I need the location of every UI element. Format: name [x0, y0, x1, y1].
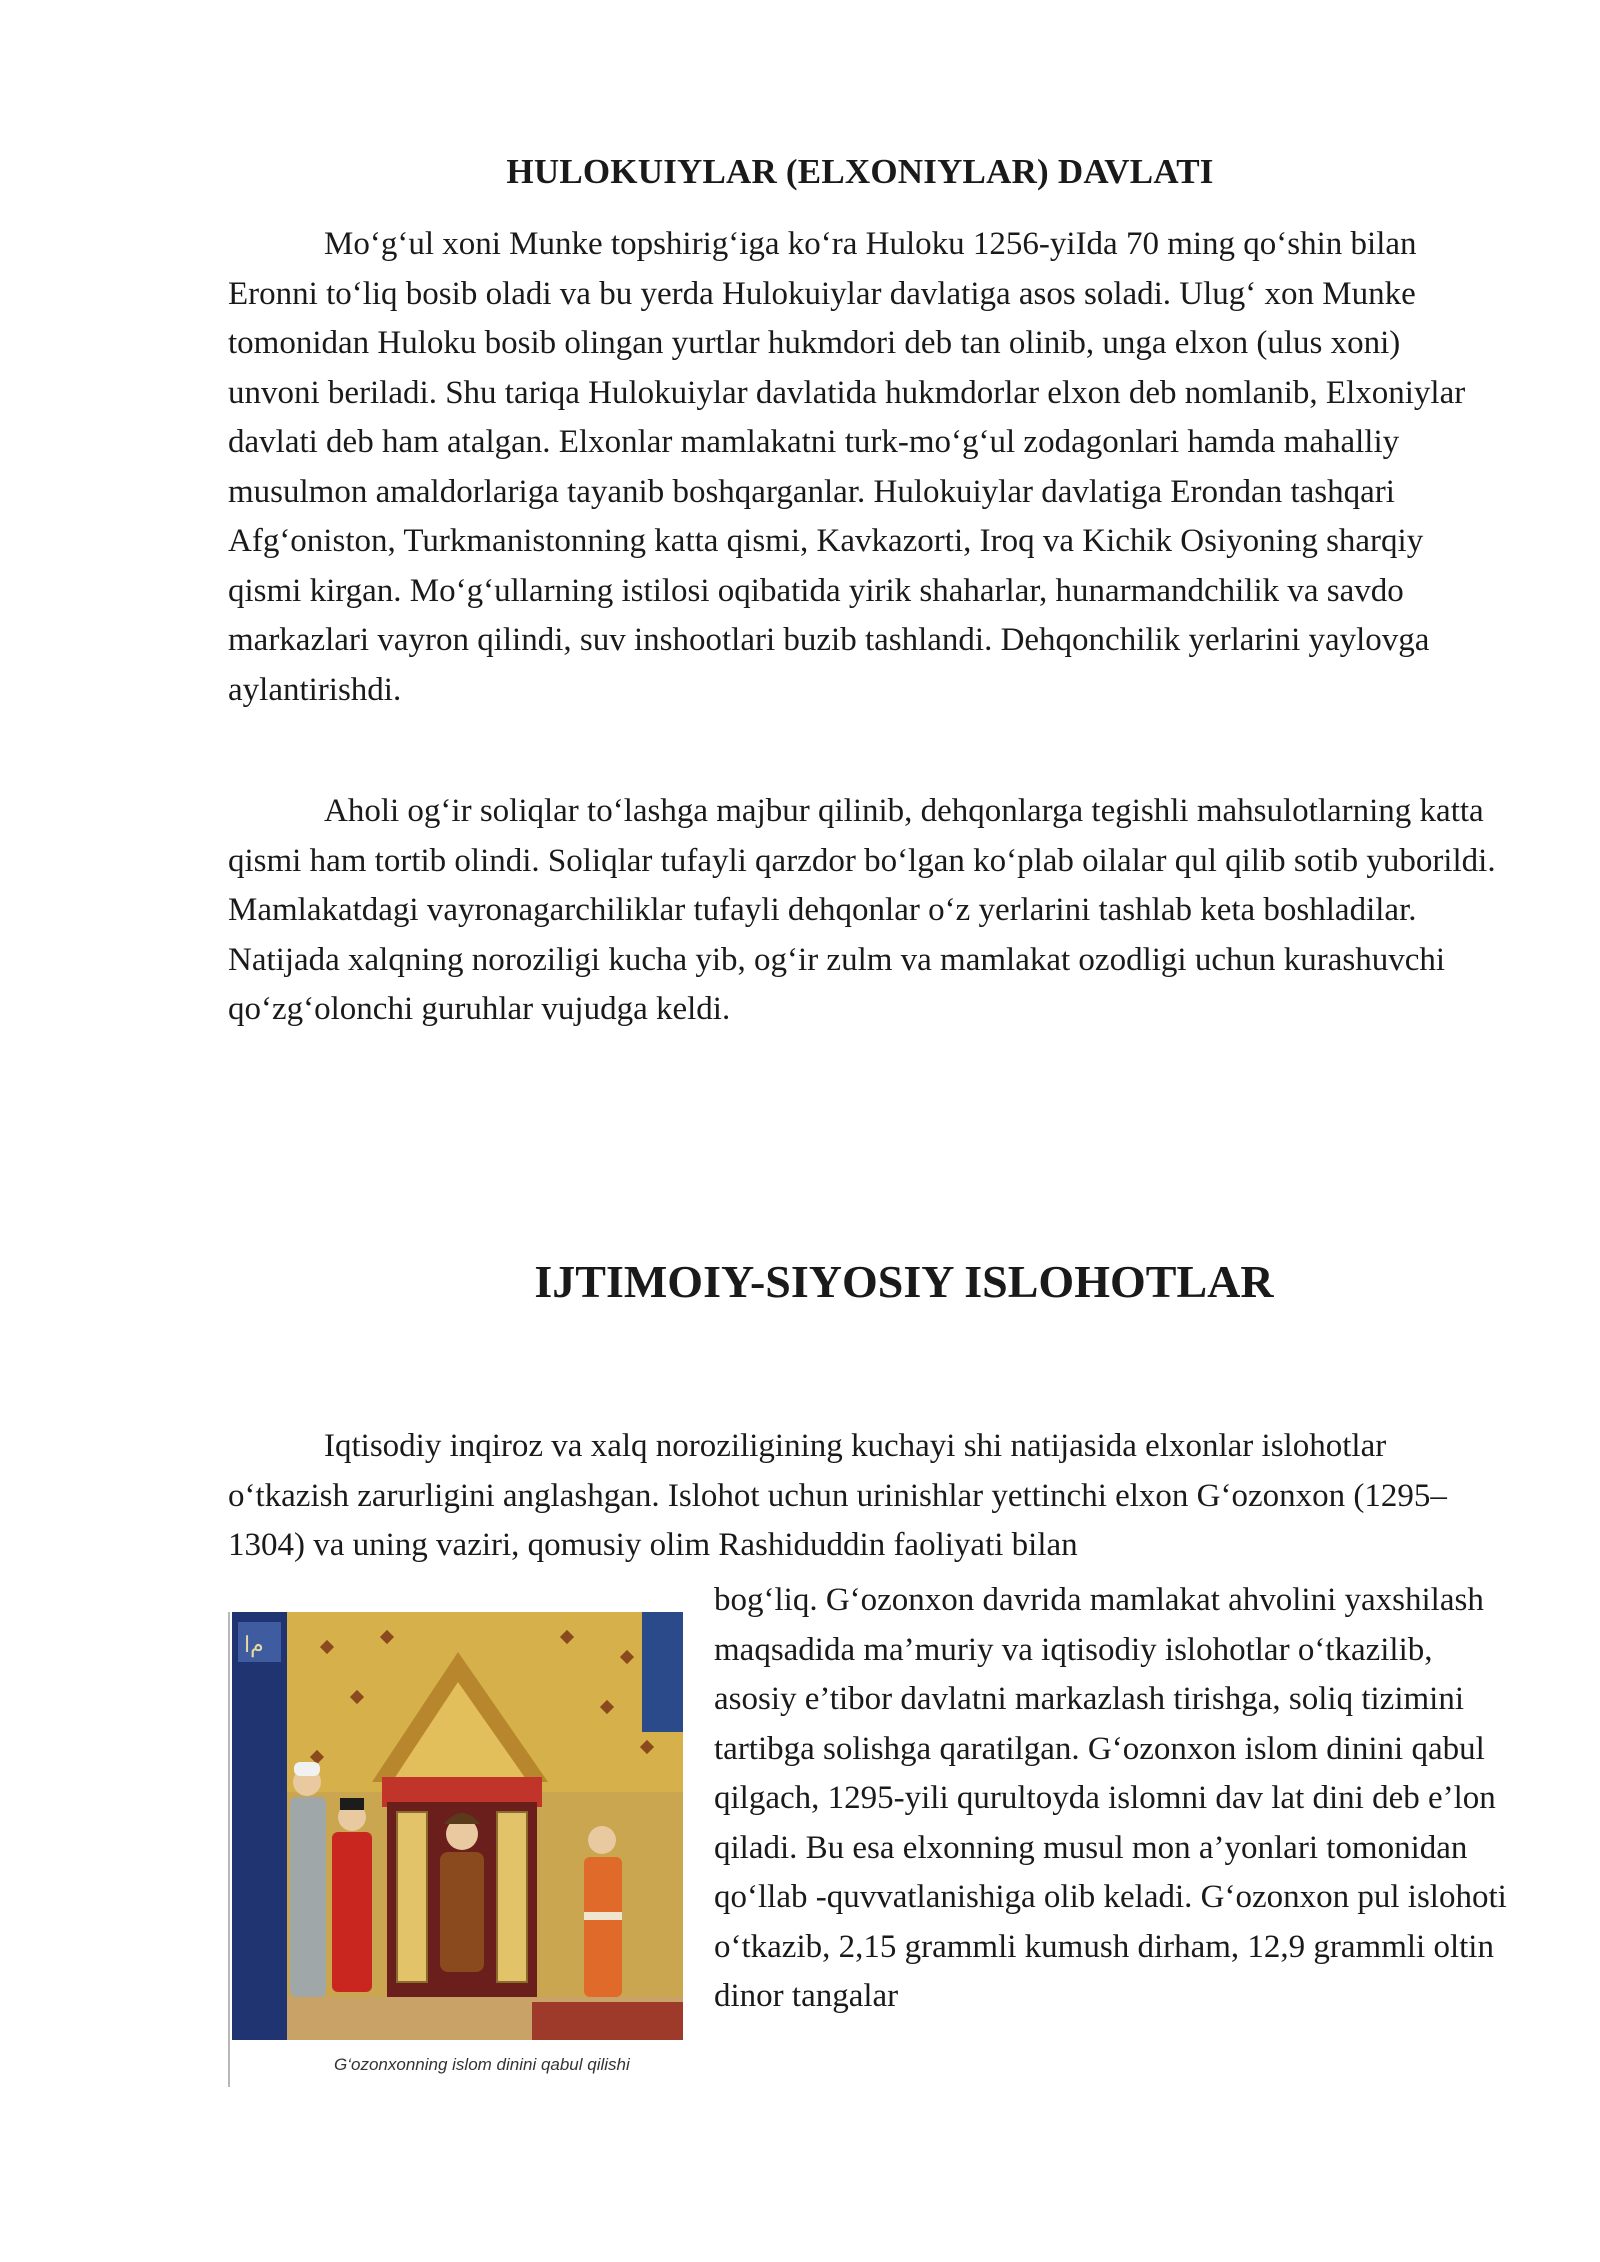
svg-text:ﻡﺍ: ﻡﺍ — [244, 1633, 264, 1658]
paragraph-3-continued: bog‘liq. G‘ozonxon davrida mamlakat ahvolini yaxshilash maqsadida ma’muriy va iqtisodiy islohotlar o‘tkazilib, asosiy e’tibor davlatni markazlash tirishga, soliq tizimini tartibga solishga qaratilgan. G‘ozonxon islom dinini qabul qilgach, 1295-yili qurultoyda islomni dav lat dini deb e’lon qiladi. Bu esa elxonning musul mon a’yonlari tomonidan qo‘llab -quvvatlanishiga olib keladi. G‘ozonxon pul islohoti o‘tkazib, 2,15 grammli kumush dirham, 12,9 grammli oltin dinor tangalar — [714, 1582, 1507, 2014]
paragraph-2: Aholi og‘ir soliqlar to‘lashga majbur qilinib, dehqonlarga tegishli mahsulotlarning katta qismi ham tortib olindi. Soliqlar tufayli qarzdor bo‘lgan ko‘plab oilalar qul qilib sotib yuborildi. Mamlakatdagi vayronagarchiliklar tufayli dehqonlar o‘z yerlarini tashlab keta boshladilar. Natijada xalqning noroziligi kucha yib, og‘ir zulm va mamlakat ozodligi uchun kurashuvchi qo‘zg‘olonchi guruhlar vujudga keldi. — [228, 793, 1496, 1027]
paragraph-3: Iqtisodiy inqiroz va xalq noroziligining kuchayi shi natijasida elxonlar islohotlar o‘tkazish zarurligini anglashgan. Islohot uchun urinishlar yettinchi elxon G‘ozonxon (1295–1304) va uning vaziri, qomusiy olim Rashiduddin faoliyati bilan — [228, 1428, 1447, 1563]
figure-caption: G‘ozonxonning islom dinini qabul qilishi — [334, 2055, 630, 2074]
miniature-figure — [228, 1612, 683, 2087]
paragraph-1: Mo‘g‘ul xoni Munke topshirig‘iga ko‘ra Huloku 1256-yiIda 70 ming qo‘shin bilan Eronni to‘liq bosib oladi va bu yerda Hulokuiylar davlatiga asos soladi. Ulug‘ xon Munke tomonidan Huloku bosib olingan yurtlar hukmdori deb tan olinib, unga elxon (ulus xoni) unvoni beriladi. Shu tariqa Hulokuiylar davlatida hukmdorlar elxon deb nomlanib, Elxoniylar davlati deb ham atalgan. Elxonlar mamlakatni turk-mo‘g‘ul zodagonlari hamda mahalliy musulmon amaldorlariga tayanib boshqarganlar. Hulokuiylar davlatiga Erondan tashqari Afg‘oniston, Turkmanistonning katta qismi, Kavkazorti, Iroq va Kichik Osiyoning sharqiy qismi kirgan. Mo‘g‘ullarning istilosi oqibatida yirik shaharlar, hunarmandchilik va savdo markazlari vayron qilindi, suv inshootlari buzib tashlandi. Dehqonchilik yerlarini yaylovga aylantirishdi. — [228, 226, 1466, 708]
section-heading-islohotlar: IJTIMOIY-SIYOSIY ISLOHOTLAR — [534, 1256, 1274, 1307]
persian-miniature-illustration — [232, 1612, 683, 2040]
figure-left-rule — [228, 1612, 230, 2087]
section-heading-hulokuiylar: HULOKUIYLAR (ELXONIYLAR) DAVLATI — [506, 152, 1214, 191]
